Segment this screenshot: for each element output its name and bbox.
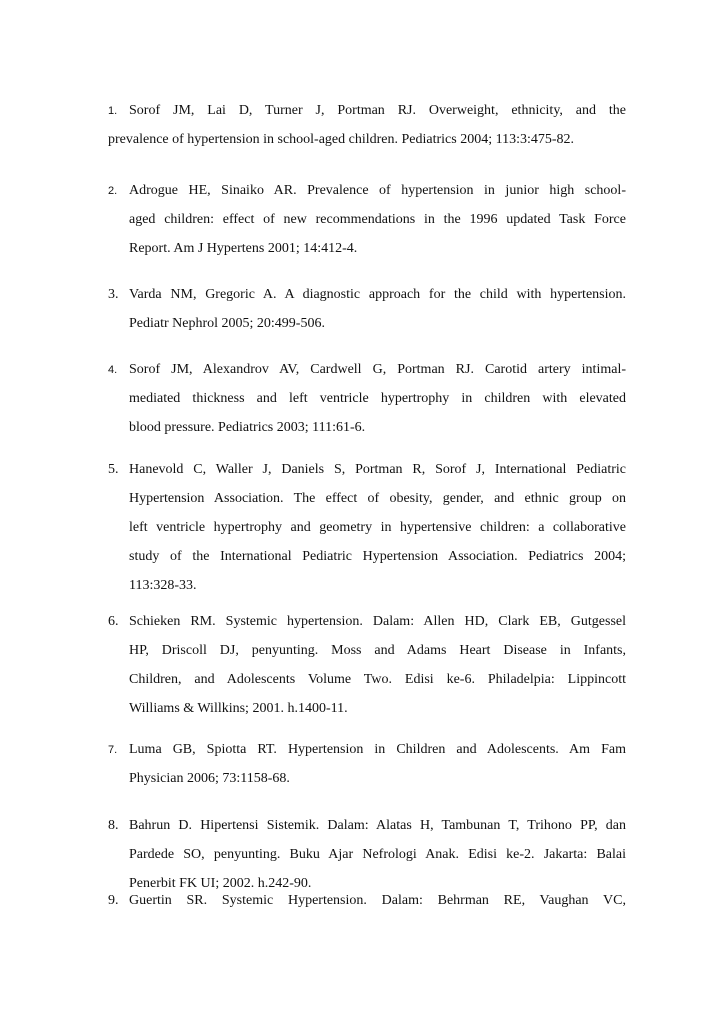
reference-line: Pardede SO, penyunting. Buku Ajar Nefrologi Anak. Edisi ke-2. Jakarta: Balai xyxy=(129,847,626,862)
reference-line xyxy=(108,280,626,309)
reference-line: prevalence of hypertension in school-aged children. Pediatrics 2004; 113:3:475-82. xyxy=(108,132,575,147)
reference-number: 8. xyxy=(108,818,119,833)
reference-line: HP, Driscoll DJ, penyunting. Moss and Adams Heart Disease in Infants, xyxy=(129,643,626,658)
reference-text: Varda NM, Gregoric A. A diagnostic approach for the child with hypertension. xyxy=(129,287,626,302)
reference-9 xyxy=(108,886,626,915)
reference-number: 9. xyxy=(108,893,119,908)
reference-8 xyxy=(108,811,626,898)
reference-line: Pediatr Nephrol 2005; 20:499-506. xyxy=(129,316,325,331)
reference-line: Report. Am J Hypertens 2001; 14:412-4. xyxy=(129,241,358,256)
reference-line xyxy=(108,96,626,125)
reference-number: 7. xyxy=(108,744,118,756)
reference-2 xyxy=(108,176,626,263)
reference-line xyxy=(108,811,626,840)
reference-4 xyxy=(108,355,626,442)
reference-line: left ventricle hypertrophy and geometry in hypertensive children: a collaborative xyxy=(129,520,626,535)
reference-line: Children, and Adolescents Volume Two. Edisi ke-6. Philadelpia: Lippincott xyxy=(129,672,626,687)
reference-text: Guertin SR. Systemic Hypertension. Dalam: Behrman RE, Vaughan VC, xyxy=(129,893,626,908)
reference-line: study of the International Pediatric Hypertension Association. Pediatrics 2004; xyxy=(129,549,626,564)
reference-text: Bahrun D. Hipertensi Sistemik. Dalam: Alatas H, Tambunan T, Trihono PP, dan xyxy=(129,818,626,833)
reference-number: 1. xyxy=(108,105,118,117)
reference-line: Hypertension Association. The effect of obesity, gender, and ethnic group on xyxy=(129,491,626,506)
reference-line: 113:328-33. xyxy=(129,578,197,593)
reference-number: 6. xyxy=(108,614,119,629)
reference-line: blood pressure. Pediatrics 2003; 111:61-6. xyxy=(129,420,366,435)
reference-line xyxy=(108,735,626,764)
reference-text: Sorof JM, Alexandrov AV, Cardwell G, Portman RJ. Carotid artery intimal- xyxy=(129,362,626,377)
reference-line xyxy=(108,455,626,484)
reference-line xyxy=(108,886,626,915)
reference-number: 3. xyxy=(108,287,119,302)
reference-line: aged children: effect of new recommendations in the 1996 updated Task Force xyxy=(129,212,626,227)
reference-text: Hanevold C, Waller J, Daniels S, Portman R, Sorof J, International Pediatric xyxy=(129,462,626,477)
reference-text: Schieken RM. Systemic hypertension. Dalam: Allen HD, Clark EB, Gutgessel xyxy=(129,614,626,629)
reference-number: 5. xyxy=(108,462,119,477)
reference-1 xyxy=(108,96,626,154)
reference-number: 2. xyxy=(108,185,118,197)
reference-text: Sorof JM, Lai D, Turner J, Portman RJ. Overweight, ethnicity, and the xyxy=(129,103,626,118)
reference-5 xyxy=(108,455,626,600)
reference-number: 4. xyxy=(108,364,118,376)
reference-line: Williams & Willkins; 2001. h.1400-11. xyxy=(129,701,348,716)
reference-3 xyxy=(108,280,626,338)
reference-text: Luma GB, Spiotta RT. Hypertension in Children and Adolescents. Am Fam xyxy=(129,742,626,757)
reference-line xyxy=(108,355,626,384)
reference-6 xyxy=(108,607,626,723)
reference-text: Adrogue HE, Sinaiko AR. Prevalence of hypertension in junior high school- xyxy=(129,183,626,198)
reference-line xyxy=(108,607,626,636)
reference-7 xyxy=(108,735,626,793)
reference-line: Penerbit FK UI; 2002. h.242-90. xyxy=(129,876,312,891)
reference-line: Physician 2006; 73:1158-68. xyxy=(129,771,290,786)
reference-line: mediated thickness and left ventricle hypertrophy in children with elevated xyxy=(129,391,626,406)
reference-line xyxy=(108,176,626,205)
